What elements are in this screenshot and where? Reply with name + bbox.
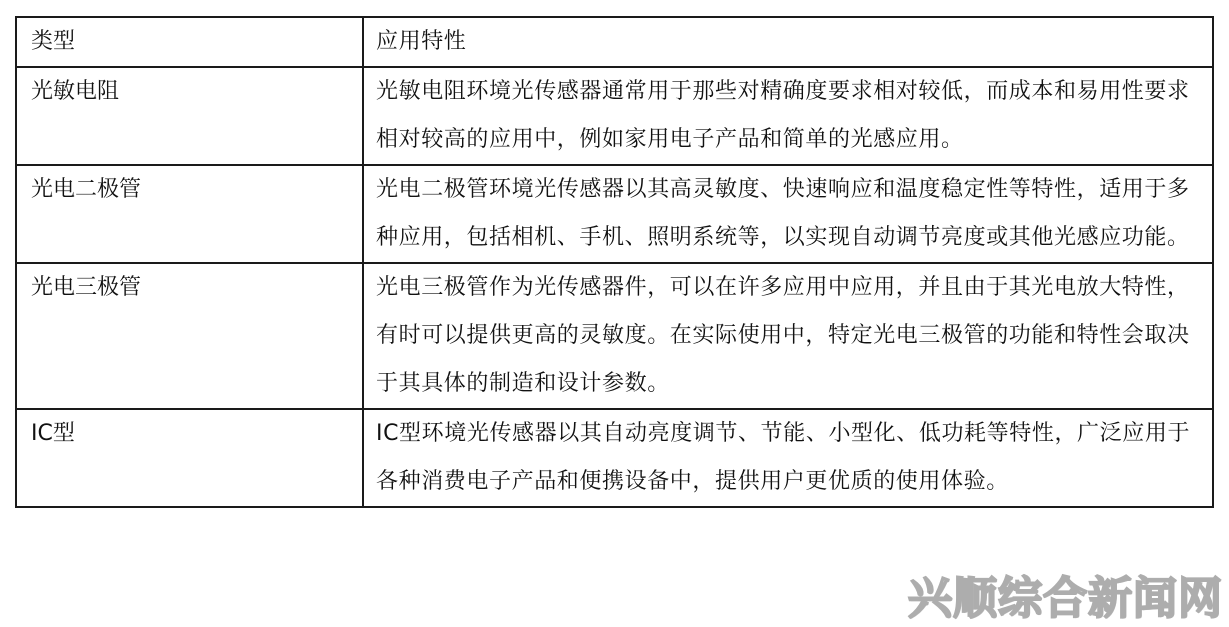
feature-cell: 光电二极管环境光传感器以其高灵敏度、快速响应和温度稳定性等特性，适用于多种应用，包括相机、手机、照明系统等，以实现自动调节亮度或其他光感应功能。 xyxy=(363,165,1213,263)
sensor-type-table xyxy=(15,16,1214,508)
type-cell: 光电二极管 xyxy=(16,165,363,263)
type-cell: IC型 xyxy=(16,409,363,507)
type-cell: 光电三极管 xyxy=(16,263,363,409)
feature-cell: 光敏电阻环境光传感器通常用于那些对精确度要求相对较低，而成本和易用性要求相对较高的应用中，例如家用电子产品和简单的光感应用。 xyxy=(363,67,1213,165)
table-header-row xyxy=(16,17,1213,67)
watermark-text: 兴顺综合新闻网 xyxy=(908,573,1223,624)
feature-cell: 光电三极管作为光传感器件，可以在许多应用中应用，并且由于其光电放大特性，有时可以提供更高的灵敏度。在实际使用中，特定光电三极管的功能和特性会取决于其具体的制造和设计参数。 xyxy=(363,263,1213,409)
header-feature-cell: 应用特性 xyxy=(363,17,1213,67)
header-type-cell: 类型 xyxy=(16,17,363,67)
table-row xyxy=(16,165,1213,263)
table-row xyxy=(16,67,1213,165)
table-row xyxy=(16,409,1213,507)
type-cell: 光敏电阻 xyxy=(16,67,363,165)
feature-cell: IC型环境光传感器以其自动亮度调节、节能、小型化、低功耗等特性，广泛应用于各种消费电子产品和便携设备中，提供用户更优质的使用体验。 xyxy=(363,409,1213,507)
table-row xyxy=(16,263,1213,409)
